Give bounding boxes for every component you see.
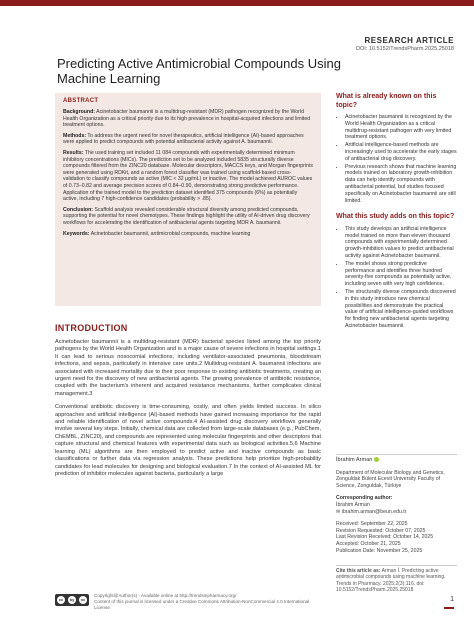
abstract-background: Background: Acinetobacter baumannii is a multidrug-resistant (MDR) pathogen recognized by the World Health Organization as a critical priority due to its high prevalence in hospital-acquired infections and limited treatment options.	[63, 109, 311, 129]
author-name-row: İbrahim Arman	[336, 457, 457, 464]
abstract-conclusion: Conclusion: Scaffold analysis revealed considerable structural diversity among predicted compounds, supporting the potential for novel chemotypes. These findings highlight the utility of AI-driven drug discovery workflows for accelerating the identification of antibacterial agents targeting MDR A. baumannii.	[63, 206, 310, 226]
list-item: • The structurally diverse compounds discovered in this study introduce new chemical possibilities and demonstrate the practical value of artificial intelligence-guided workflows for finding new antibacterial agents targeting Acinetobacter baumannii.	[345, 289, 457, 330]
author-email[interactable]: ✉ ibrahim.arman@beun.edu.tr	[336, 508, 407, 515]
intro-paragraph-1: Acinetobacter baumannii is a multidrug-resistant (MDR) bacterial species listed among the top priority pathogens by the World Health Organization and is a major cause of severe infections in hospital settings.1 It can lead to serious nosocomial infections, including ventilator-associated pneumonia, bloodstream infections, and sepsis, particularly in intensive care units.2 Multidrug-resistant A. baumannii infections are associated with increased mortality due to their poor response to existing antibiotic treatments, creating an urgent need for the discovery of new antibacterial agents. The growing prevalence of antibiotic resistance, coupled with the bacterium's inherent and acquired resistance mechanisms, further complicates clinical management.3	[55, 339, 321, 397]
intro-paragraph-2: Conventional antibiotic discovery is time-consuming, costly, and often yields limited success. In silico approaches and artificial intelligence (AI)-based methods have gained increasing importance for the rapid and reliable identification of novel active compounds.4 AI-assisted drug discovery workflows generally involve several key steps. Initially, chemical data are collected from large-scale databases (e.g., PubChem, ChEMBL, ZINC20), and compounds are represented using molecular fingerprints and other descriptors that capture structural and chemical features with experimental data such as biological activities.5,6 Machine learning (ML) algorithms are then employed to predict active and inactive compounds as basic classifications or further data via regression analysis. These predictions help prioritize high-probability candidates for lead molecules for designing and biological evaluation.7 In the context of AI-assisted ML for prediction of inhibitor molecules against bacteria, particularly a large	[55, 404, 321, 477]
divider	[336, 454, 457, 455]
list-item: • Previous research shows that machine learning models trained on laboratory growth-inhibition data can help identify compounds with antibacterial potential, but studies focused specifically on Acinetobacter baumannii are still limited.	[345, 164, 457, 205]
known-list	[336, 114, 457, 204]
corresponding-block: Corresponding author: İbrahim Arman ✉ ibrahim.arman@beun.edu.tr	[336, 495, 457, 515]
header-accent-bar	[0, 0, 474, 6]
creative-commons-license-icon[interactable]: cc by nc	[55, 594, 89, 606]
article-type: RESEARCH ARTICLE	[364, 36, 454, 45]
footer-accent-bar	[444, 607, 454, 609]
page-number: 1	[450, 596, 454, 603]
abstract-methods: Methods: To address the urgent need for novel therapeutics, artificial intelligence (AI)-based approaches were applied to predict compounds with potential antibacterial activity against A. baumannii.	[63, 132, 304, 146]
doi[interactable]: DOI: 10.5152/TrendsPharm.2025.25018	[356, 46, 454, 52]
introduction-body	[55, 339, 321, 484]
adds-list	[336, 226, 457, 330]
license-text: Copyright@Author(s) - Available online at http://trendsinpharmacy.org/ Content of this journal is licensed under a Creative Commons Attribution-NonCommercial 4.0 International License.	[94, 593, 310, 610]
orcid-icon[interactable]	[374, 457, 379, 462]
list-item: • Acinetobacter baumannii is recognized by the World Health Organization as a critical multidrug-resistant pathogen with very limited treatment options.	[345, 114, 457, 141]
abstract-box	[55, 93, 321, 306]
known-heading: What is already known on this topic?	[336, 93, 437, 109]
author-info	[336, 457, 457, 554]
list-item: • The model shows strong predictive performance and identifies three hundred seventy-five compounds as potentially active, including seven with very high confidence.	[345, 261, 457, 288]
list-item: • This study develops an artificial intelligence model trained on more than eleven thousand compounds with experimentally determined growth-inhibition values to predict antibacterial activity against Acinetobacter baumannii.	[345, 226, 457, 260]
section-heading-introduction: INTRODUCTION	[55, 323, 128, 333]
abstract-heading: ABSTRACT	[63, 98, 99, 104]
article-title: Predicting Active Antimicrobial Compounds Using Machine Learning	[57, 56, 341, 86]
citation: Cite this article as: Arman İ. Predicting active antimicrobial compounds using machine learning. Trends in Pharmacy. 2025;2(3):116. doi: 10.5152/TrendsPharm.2025.25018	[336, 568, 446, 593]
author-affiliation: Department of Molecular Biology and Genetics, Zonguldak Bülent Ecevit University Faculty of Science, Zonguldak, Türkiye	[336, 469, 445, 489]
sidebar-summary	[336, 93, 457, 331]
dates-block: Received: September 22, 2025 Revision Requested: October 07, 2025 Last Revision Received: October 14, 2025 Accepted: October 21, 2025 Publication Date: November 25, 2025	[336, 521, 434, 554]
divider	[336, 565, 457, 566]
abstract-keywords: Keywords: Acinetobacter baumannii, antimicrobial compounds, machine learning	[63, 230, 251, 237]
list-item: • Artificial intelligence-based methods are increasingly used to accelerate the early stages of antibacterial drug discovery.	[345, 142, 457, 162]
adds-heading: What this study adds on this topic?	[336, 213, 455, 221]
abstract-results: Results: The used training set included 11 084 compounds with experimentally determined minimum inhibitory concentrations (MICs). The prediction set to be analyzed included 5835 structurally diverse compounds filtered from the ZINC20 database. Molecular descriptors, MACCS keys, and Morgan fingerprints were generated using RDKit, and a random forest classifier was trained using scaffold-based cross-validation to classify compounds as active (MIC < 32 μg/mL) or inactive. The model achieved AUROC values of 0.73–0.82 and average precision scores of 0.84–0.90, demonstrating strong predictive performance. Application of the trained model to the prediction dataset identified 375 compounds (6%) as potentially active, including 7 high-confidence candidates (probability > .85).	[63, 149, 313, 203]
